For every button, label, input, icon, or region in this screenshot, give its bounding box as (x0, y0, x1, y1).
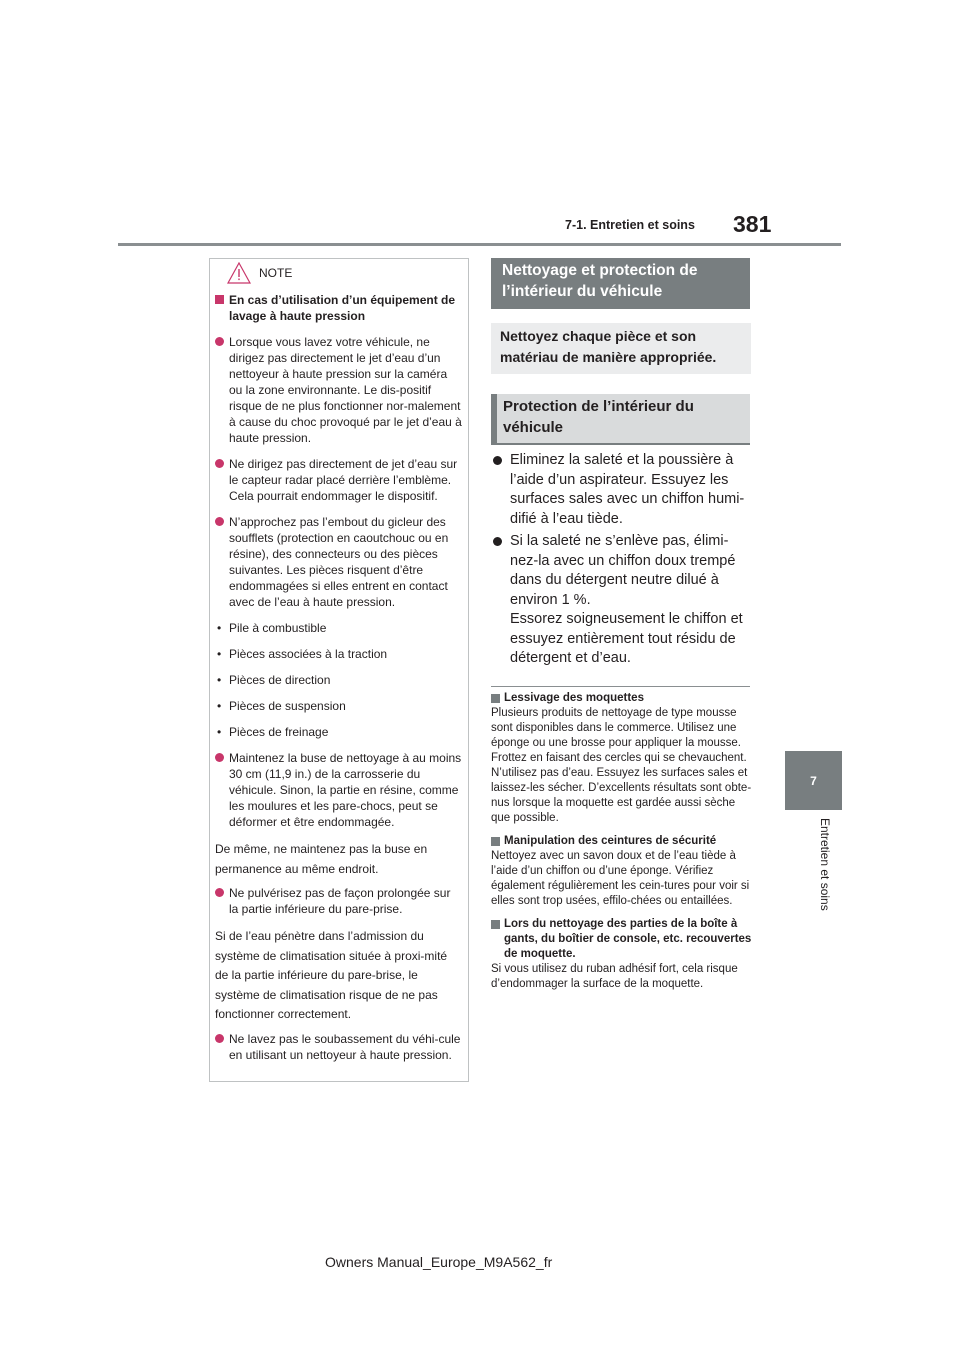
chapter-tab-label: Entretien et soins (818, 818, 832, 911)
small-bullet-icon: • (217, 673, 222, 687)
list-item-continuation: Essorez soigneusement le chiffon et essuyez entièrement tout résidu de détergent et d’eau. (510, 611, 743, 666)
care-section-title-text: Lessivage des moquettes (504, 692, 644, 704)
circle-bullet-icon (215, 337, 224, 346)
note-bullet-text: Lorsque vous lavez votre véhicule, ne dirigez pas directement le jet d’eau d’un nettoyeur à haute pression sur la caméra ou la zone environnante. Le dis-positif risque de ne plus fonctionner nor-malement à cause du choc provoqué par le jet d’eau à haute pression. (229, 335, 462, 445)
note-subitem (215, 646, 463, 662)
circle-bullet-icon (493, 537, 502, 546)
note-bullet-text: Ne pulvérisez pas de façon prolongée sur la partie inférieure du pare-prise. (229, 886, 451, 916)
list-item-text: Eliminez la saleté et la poussière à l’aide d’un aspirateur. Essuyez les surfaces sales avec un chiffon humi-difié à l’eau tiède. (510, 452, 745, 527)
care-section-title (491, 917, 753, 962)
note-bullet-text: Ne dirigez pas directement de jet d’eau sur le capteur radar placé derrière l’emblème. Cela pourrait endommager le dispositif. (229, 457, 458, 503)
note-subitem-text: Pièces de suspension (229, 699, 346, 713)
list-item-text: Si la saleté ne s’enlève pas, élimi-nez-la avec un chiffon doux trempé dans du détergent neutre dilué à environ 1 %. (510, 533, 736, 608)
page-number: 381 (733, 211, 772, 237)
intro-text: Nettoyez chaque pièce et son matériau de manière appropriée. (491, 323, 751, 374)
note-bullet-text: Ne lavez pas le soubassement du véhi-cule en utilisant un nettoyeur à haute pression. (229, 1031, 461, 1062)
circle-bullet-icon (215, 888, 224, 897)
note-body (215, 292, 463, 1073)
care-section-title (491, 691, 753, 706)
care-sections (491, 691, 753, 1000)
care-section-title (491, 834, 753, 849)
care-section-body: Plusieurs produits de nettoyage de type mousse sont disponibles dans le commerce. Utilisez une éponge ou une brosse pour appliquer la mousse. Frottez en faisant des cercles qui se chevauchent. N’utilisez pas d’eau. Essuyez les surfaces sales et laissez-les sécher. D’excellents résultats sont obte-nus lorsque la moquette est gardée aussi sèche que possible. (491, 707, 752, 824)
note-subitem-text: Pile à combustible (229, 621, 327, 635)
small-bullet-icon: • (217, 621, 222, 635)
list-item (491, 451, 753, 529)
warning-triangle-icon (227, 262, 251, 284)
list-item (491, 532, 753, 669)
note-bullet (215, 750, 463, 830)
square-bullet-icon (491, 837, 500, 846)
small-bullet-icon: • (217, 725, 222, 739)
note-subitem-text: Pièces de direction (229, 673, 331, 687)
care-section (491, 917, 753, 992)
note-subitem (215, 724, 463, 740)
note-bullet (215, 514, 463, 610)
footer-text: Owners Manual_Europe_M9A562_fr (325, 1254, 553, 1270)
note-subitem (215, 620, 463, 636)
note-subitem (215, 698, 463, 714)
square-bullet-icon (215, 295, 224, 304)
square-bullet-icon (491, 920, 500, 929)
note-bullet-text: N’approchez pas l’embout du gicleur des soufflets (protection en caoutchouc ou en résine), des connecteurs ou des pièces suivantes. Les pièces risquent d’être endommagées si elles entrent en contact avec de l’eau à haute pression. (229, 515, 449, 609)
note-bullet (215, 334, 463, 446)
note-header (210, 259, 468, 291)
circle-bullet-icon (215, 517, 224, 526)
note-bullet (215, 885, 463, 917)
circle-bullet-icon (215, 459, 224, 468)
note-label: NOTE (259, 266, 293, 280)
note-subitem-text: Pièces associées à la traction (229, 647, 388, 661)
circle-bullet-icon (215, 753, 224, 762)
header-divider (118, 243, 841, 246)
care-section (491, 834, 753, 909)
care-section-title-text: Lors du nettoyage des parties de la boîte à gants, du boîtier de console, etc. recouvertes de moquette. (504, 918, 752, 960)
square-bullet-icon (491, 694, 500, 703)
small-bullet-icon: • (217, 699, 222, 713)
care-section-body: Si vous utilisez du ruban adhésif fort, cela risque d’endommager la surface de la moquette. (491, 963, 738, 990)
main-bullet-list (491, 451, 753, 672)
care-section (491, 691, 753, 826)
note-subitem-text: Pièces de freinage (229, 725, 329, 739)
section-title: Nettoyage et protection de l’intérieur du véhicule (491, 258, 750, 309)
note-bullet (215, 456, 463, 504)
note-paragraph: Si de l’eau pénètre dans l’admission du système de climatisation située à proxi-mité de la partie inférieure du pare-brise, le système de climatisation risque de ne pas fonctionner correctement. (215, 929, 448, 1021)
note-paragraph: De même, ne maintenez pas la buse en permanence au même endroit. (215, 842, 428, 876)
note-heading: En cas d’utilisation d’un équipement de lavage à haute pression (229, 293, 456, 323)
circle-bullet-icon (215, 1034, 224, 1043)
note-bullet-text: Maintenez la buse de nettoyage à au moins 30 cm (11,9 in.) de la carrosserie du véhicule. Sinon, la partie en résine, comme les moulures et les pare-chocs, peut se déformer et être endommagée. (229, 751, 462, 829)
small-bullet-icon: • (217, 647, 222, 661)
care-section-body: Nettoyez avec un savon doux et de l’eau tiède à l’aide d’un chiffon ou d’une éponge. Vérifiez également régulièrement les cein-tures pour voir si elles sont trop usées, effilo-chées ou entaillées. (491, 850, 750, 907)
note-heading-item (215, 292, 463, 324)
note-subitem (215, 672, 463, 688)
care-section-title-text: Manipulation des ceintures de sécurité (504, 835, 717, 847)
circle-bullet-icon (493, 456, 502, 465)
note-bullet (215, 1031, 463, 1063)
note-box (209, 258, 469, 1082)
chapter-tab: 7 (785, 751, 842, 810)
section-heading: 7-1. Entretien et soins (565, 218, 695, 232)
subsection-title: Protection de l’intérieur du véhicule (491, 394, 750, 445)
section-divider (491, 686, 750, 687)
